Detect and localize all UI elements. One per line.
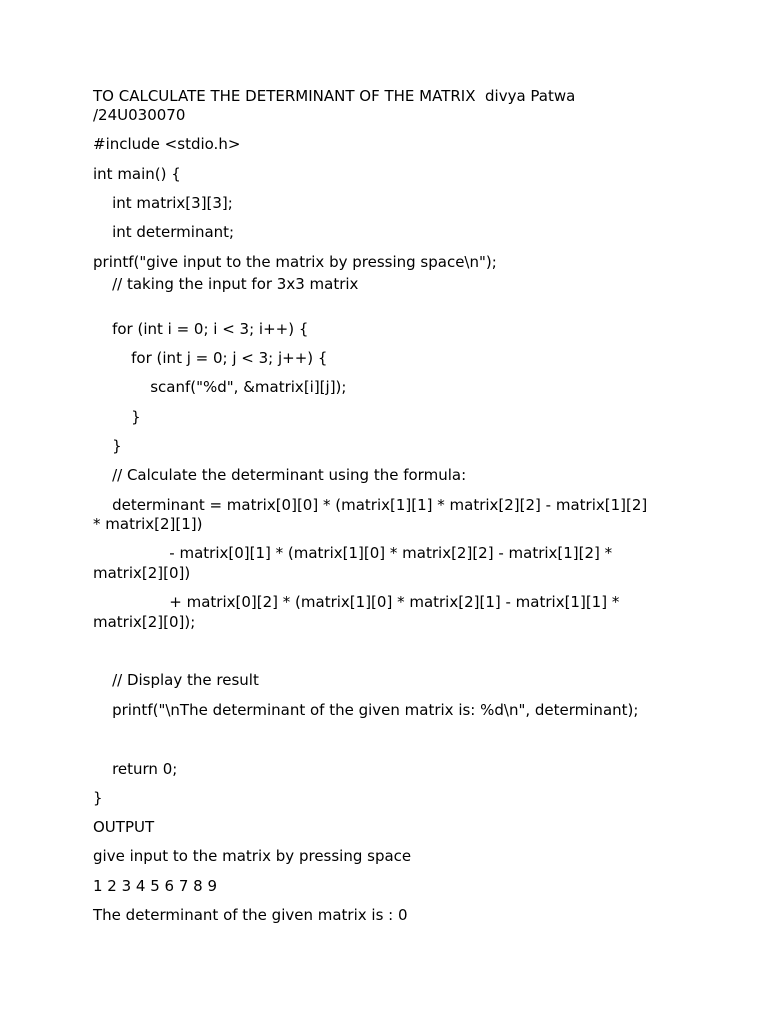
code-line: matrix[2][0]) [93,564,191,582]
output-line: The determinant of the given matrix is : 0 [93,906,408,924]
document-title-line-1: TO CALCULATE THE DETERMINANT OF THE MATRIX divya Patwa [93,87,576,105]
code-line: return 0; [93,760,178,778]
code-comment-line: // taking the input for 3x3 matrix [93,275,359,293]
code-line: printf("give input to the matrix by pressing space\n"); [93,253,497,271]
code-line: * matrix[2][1]) [93,515,203,533]
output-line: give input to the matrix by pressing space [93,847,412,865]
code-line: - matrix[0][1] * (matrix[1][0] * matrix[2][2] - matrix[1][2] * [93,544,613,562]
code-line: } [93,789,103,807]
code-line: scanf("%d", &matrix[i][j]); [93,378,347,396]
code-line: for (int i = 0; i < 3; i++) { [93,320,309,338]
code-line: for (int j = 0; j < 3; j++) { [93,349,328,367]
code-line: #include <stdio.h> [93,135,241,153]
code-line: int main() { [93,165,181,183]
code-comment-line: // Calculate the determinant using the formula: [93,466,467,484]
code-line: int matrix[3][3]; [93,194,233,212]
code-line: + matrix[0][2] * (matrix[1][0] * matrix[2][1] - matrix[1][1] * [93,593,620,611]
code-line: matrix[2][0]); [93,613,196,631]
code-line: } [93,437,122,455]
code-line: printf("\nThe determinant of the given matrix is: %d\n", determinant); [93,701,639,719]
document-title-line-2: /24U030070 [93,106,186,124]
code-line: int determinant; [93,223,235,241]
code-comment-line: // Display the result [93,671,259,689]
code-line: determinant = matrix[0][0] * (matrix[1][1] * matrix[2][2] - matrix[1][2] [93,496,648,514]
output-line: 1 2 3 4 5 6 7 8 9 [93,877,218,895]
output-heading: OUTPUT [93,818,155,836]
code-line: } [93,408,141,426]
